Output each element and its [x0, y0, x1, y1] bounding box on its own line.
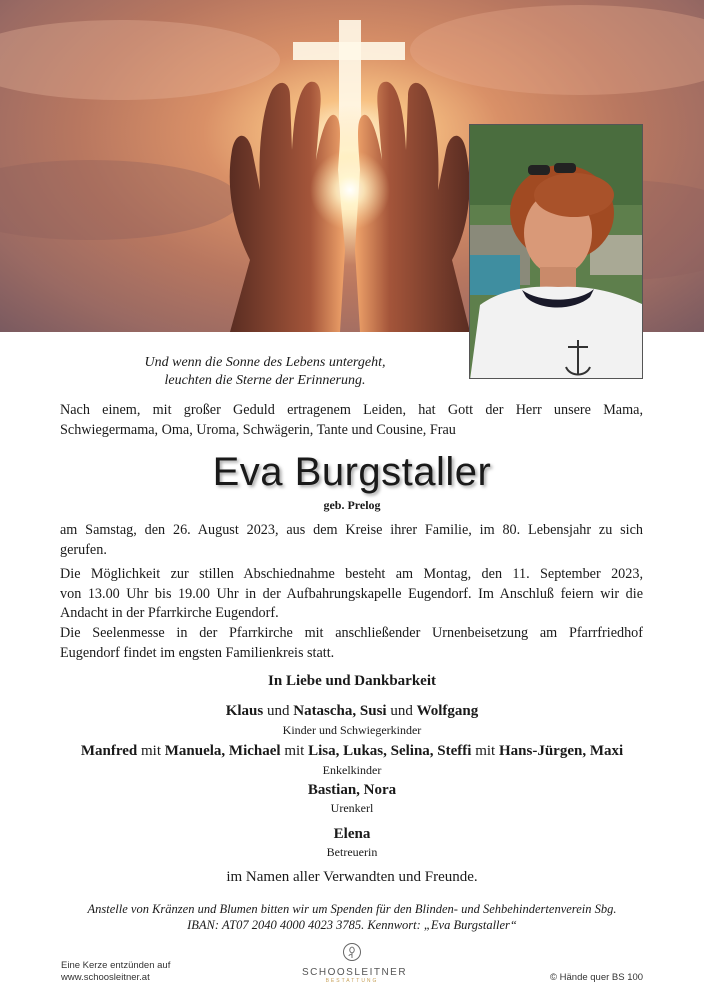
farewell-line-1: Die Möglichkeit zur stillen Abschiednahme besteht am Montag, den 11. September 2023,	[60, 566, 643, 582]
mass-paragraph	[60, 624, 643, 663]
death-line-1: am Samstag, den 26. August 2023, aus dem Kreise ihrer Familie, im 80. Lebensjahr zu sich	[60, 522, 643, 538]
quote-line-1: Und wenn die Sonne des Lebens untergeht,	[144, 355, 386, 370]
children-names	[40, 703, 664, 720]
death-paragraph	[60, 521, 643, 560]
intro-paragraph	[60, 401, 643, 440]
connector-word: und	[266, 703, 290, 719]
maiden-name: geb. Prelog	[323, 498, 381, 512]
great-grandchildren-label: Urenkerl	[330, 801, 374, 815]
donation-note	[40, 901, 664, 933]
logo-name: SCHOOSLEITNER	[302, 967, 408, 978]
candle-website-link[interactable]: www.schoosleitner.at	[61, 972, 150, 983]
farewell-line-3: Andacht in der Pfarrkirche Eugendorf.	[60, 605, 279, 621]
farewell-paragraph	[60, 565, 643, 624]
caregiver-name: Elena	[333, 826, 371, 842]
connector-word: mit	[140, 743, 161, 759]
connector-word: und	[390, 703, 413, 719]
intro-line-1: Nach einem, mit großer Geduld ertragenem Leiden, hat Gott der Herr unsere Mama,	[60, 402, 643, 418]
children-label: Kinder und Schwiegerkinder	[282, 723, 422, 737]
mourners-heading: In Liebe und Dankbarkeit	[268, 673, 436, 689]
grandchildren-label: Enkelkinder	[322, 763, 382, 777]
child-name-3: Wolfgang	[416, 703, 479, 719]
connector-word: mit	[475, 743, 496, 759]
grandchild-name-4: Hans-Jürgen, Maxi	[498, 743, 624, 759]
quote-line-2: leuchten die Sterne der Erinnerung.	[164, 373, 366, 388]
logo-subtitle: BESTATTUNG	[325, 978, 379, 984]
grandchild-name-3: Lisa, Lukas, Selina, Steffi	[308, 743, 472, 759]
closing-line: im Namen aller Verwandten und Freunde.	[226, 869, 478, 885]
candle-note	[61, 960, 170, 984]
mass-line-2: Eugendorf findet im engsten Familienkreis statt.	[60, 644, 335, 661]
great-grandchildren-names: Bastian, Nora	[307, 782, 397, 798]
farewell-line-2: von 13.00 Uhr bis 19.00 Uhr in der Aufbahrungskapelle Eugendorf. Im Anschluß feiern wir die	[60, 585, 643, 602]
grandchild-name-2: Manuela, Michael	[164, 743, 281, 759]
mass-line-1: Die Seelenmesse in der Pfarrkirche mit anschließender Urnenbeisetzung am Pfarrfriedhof	[60, 625, 643, 641]
child-name-1: Klaus	[225, 703, 264, 719]
donation-line-1: Anstelle von Kränzen und Blumen bitten wir um Spenden für den Blinden- und Sehbehindertenverein Sbg.	[87, 902, 617, 916]
deceased-name: Eva Burgstaller	[212, 450, 492, 494]
donation-line-2: IBAN: AT07 2040 4000 4023 3785. Kennwort: „Eva Burgstaller“	[187, 918, 517, 932]
memorial-quote	[60, 354, 470, 390]
funeral-home-logo	[302, 942, 408, 984]
intro-line-2: Schwiegermama, Oma, Uroma, Schwägerin, Tante und Cousine, Frau	[60, 421, 456, 438]
rose-icon	[342, 942, 362, 962]
deceased-name-block	[40, 450, 664, 495]
copyright-note: © Hände quer BS 100	[550, 972, 644, 983]
grandchild-name-1: Manfred	[80, 743, 138, 759]
candle-line-1: Eine Kerze entzünden auf	[61, 960, 171, 971]
caregiver-label: Betreuerin	[326, 845, 378, 859]
portrait-photo	[469, 124, 643, 379]
death-line-2: gerufen.	[60, 541, 107, 558]
connector-word: mit	[284, 743, 305, 759]
grandchildren-names	[20, 743, 684, 760]
portrait-illustration	[470, 125, 643, 379]
child-name-2: Natascha, Susi	[293, 703, 387, 719]
